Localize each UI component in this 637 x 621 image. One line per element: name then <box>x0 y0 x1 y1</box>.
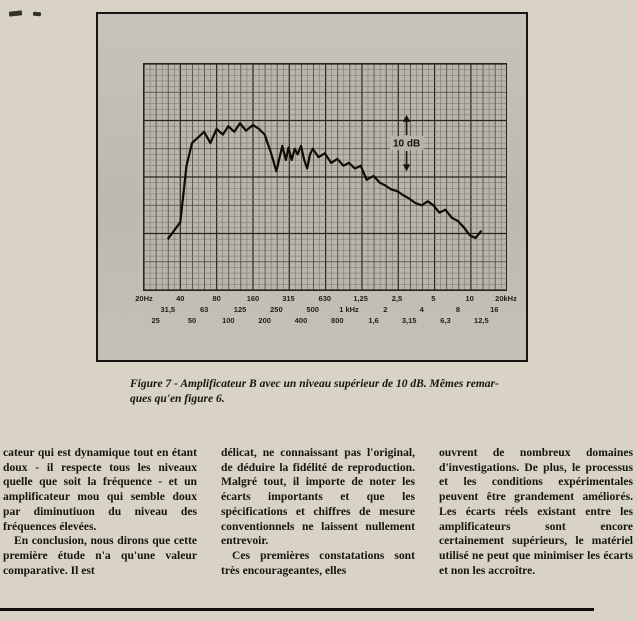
tick-label: 125 <box>233 305 247 314</box>
tick-label: 500 <box>306 305 319 314</box>
tick-row-2 <box>144 305 506 315</box>
tick-label: 12,5 <box>474 316 489 325</box>
tick-label: 1 kHz <box>339 305 359 314</box>
bottom-rule <box>0 608 594 611</box>
caption-line-2: ques qu'en figure 6. <box>130 393 225 405</box>
tick-label: 315 <box>282 294 295 303</box>
chart-plot <box>144 64 506 290</box>
figure-caption <box>130 377 532 407</box>
body-paragraph: cateur qui est dynamique tout en étant doux - il respecte tous les niveaux quelle que soit la fréquence - et un amplificateur mou qui semble doux par diminutiuon du niveau des fréquences élevées. <box>3 446 197 533</box>
body-paragraph: ouvrent de nombreux domaines d'investigations. De plus, le processus et les conditions expérimentales peuvent être grandement améliorés. Les écarts réels existant entre les amplificateurs sont encore certainement supérieurs, le matériel utilisé ne peut que minimiser les écarts et non les accroître. <box>439 446 633 577</box>
tick-label: 160 <box>246 294 260 303</box>
body-paragraph: En conclusion, nous dirons que cette première étude n'a qu'une valeur comparative. Il est <box>3 534 197 577</box>
tick-label: 4 <box>419 305 424 314</box>
tick-label: 800 <box>331 316 344 325</box>
tick-label: 200 <box>258 316 271 325</box>
body-paragraph: Ces premières constatations sont très encourageantes, elles <box>221 548 415 577</box>
tick-label: 2,5 <box>391 294 403 303</box>
column-3 <box>439 446 633 578</box>
tick-label: 31,5 <box>160 305 176 314</box>
tick-label: 400 <box>294 316 308 325</box>
tick-label: 10 <box>465 294 474 303</box>
tick-label: 1,6 <box>368 316 379 325</box>
column-2 <box>221 446 415 578</box>
tick-label: 5 <box>431 294 436 303</box>
tick-label: 1,25 <box>353 294 368 303</box>
body-paragraph: délicat, ne connaissant pas l'original, de déduire la fidélité de reproduction. Malgré tout, il importe de noter les écarts importants et que les spécifications et chiffres de mesure conventionnels ne laissent nullement entrevoir. <box>221 446 415 548</box>
tick-label: 2 <box>383 305 388 314</box>
tick-label: 40 <box>176 294 185 303</box>
scan-artifact <box>33 12 41 17</box>
tick-label: 3,15 <box>401 316 417 325</box>
tick-row-3 <box>144 316 506 326</box>
figure-frame <box>96 12 528 362</box>
body-columns <box>3 446 634 578</box>
tick-label: 25 <box>151 316 160 325</box>
tick-label: 16 <box>490 305 499 314</box>
tick-label: 80 <box>212 294 221 303</box>
tick-label: 63 <box>199 305 209 314</box>
tick-label: 250 <box>270 305 283 314</box>
svg-text:10 dB: 10 dB <box>392 138 421 150</box>
scan-artifact <box>9 10 22 16</box>
column-1 <box>3 446 197 578</box>
tick-row-1 <box>135 294 517 304</box>
caption-line-1: Figure 7 - Amplificateur B avec un niveau supérieur de 10 dB. Mêmes remar- <box>130 378 499 390</box>
chart-area <box>144 64 506 290</box>
tick-label: 8 <box>455 305 461 314</box>
tick-label: 630 <box>318 294 332 303</box>
tick-label: 20kHz <box>495 294 517 303</box>
tick-label: 20Hz <box>135 294 153 303</box>
tick-label: 6,3 <box>440 316 451 325</box>
tick-label: 50 <box>187 316 197 325</box>
tick-label: 100 <box>222 316 235 325</box>
